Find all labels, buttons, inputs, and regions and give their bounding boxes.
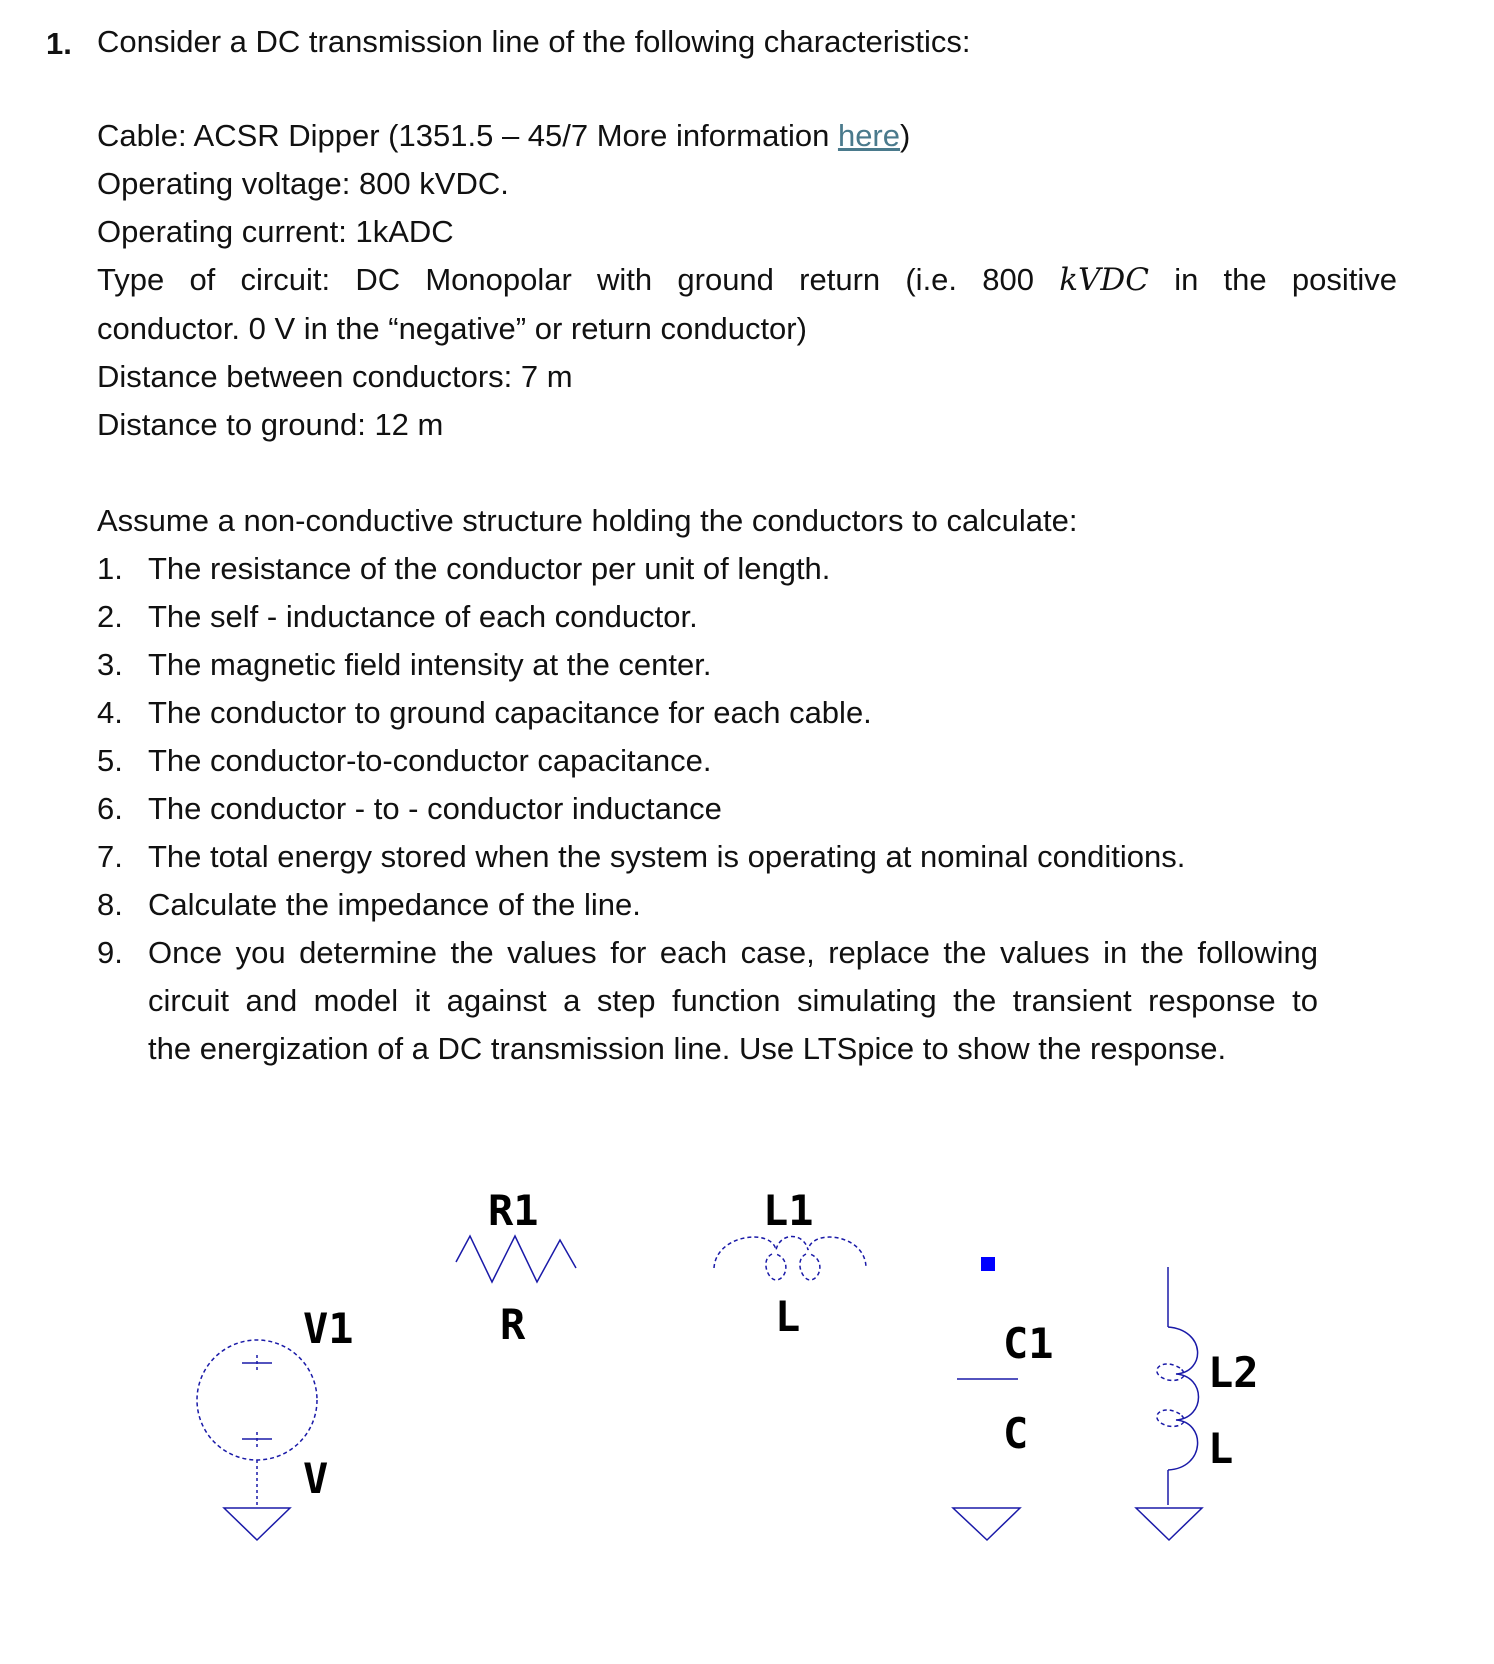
list-item-num: 9. — [97, 935, 123, 970]
circuit-type-line1 — [97, 264, 1397, 296]
list-item-num: 2. — [97, 599, 123, 634]
list-item: The conductor-to-conductor capacitance. — [148, 743, 712, 778]
cable-text: Cable: ACSR Dipper (1351.5 – 45/7 More information — [97, 118, 838, 153]
v1-value-label: V — [303, 1454, 329, 1503]
ground-symbol-2 — [953, 1508, 1020, 1540]
c1-name-label: C1 — [1003, 1319, 1054, 1368]
list-item: Calculate the impedance of the line. — [148, 887, 641, 922]
list-item: The conductor - to - conductor inductance — [148, 791, 722, 826]
operating-current: Operating current: 1kADC — [97, 214, 454, 249]
list-item: The self - inductance of each conductor. — [148, 599, 698, 634]
l2-name-label: L2 — [1208, 1348, 1259, 1397]
question-number: 1. — [46, 26, 72, 61]
list-item: The conductor to ground capacitance for each cable. — [148, 695, 872, 730]
ground-symbol-3 — [1136, 1508, 1202, 1540]
kvdc-math: kVDC — [1059, 262, 1149, 298]
list-item-line: circuit and model it against a step function simulating the transient response to — [148, 983, 1318, 1018]
assumption-text: Assume a non-conductive structure holding the conductors to calculate: — [97, 503, 1078, 538]
distance-between-conductors: Distance between conductors: 7 m — [97, 359, 573, 394]
circuit-type-text-b: in the positive — [1148, 262, 1397, 297]
list-item: The resistance of the conductor per unit of length. — [148, 551, 831, 586]
question-title: Consider a DC transmission line of the following characteristics: — [97, 24, 971, 59]
circuit-schematic — [0, 1150, 1494, 1664]
inductor-l2-coil — [1168, 1327, 1199, 1470]
l1-name-label: L1 — [763, 1186, 814, 1235]
circuit-type-line2: conductor. 0 V in the “negative” or return conductor) — [97, 311, 807, 346]
distance-to-ground: Distance to ground: 12 m — [97, 407, 444, 442]
inductor-loop-1 — [766, 1254, 786, 1280]
list-item-num: 8. — [97, 887, 123, 922]
list-item-num: 3. — [97, 647, 123, 682]
list-item: The total energy stored when the system is operating at nominal conditions. — [148, 839, 1186, 874]
list-item-num: 4. — [97, 695, 123, 730]
inductor-coil-top — [714, 1237, 866, 1269]
inductor-loop-2 — [800, 1254, 820, 1280]
r1-name-label: R1 — [488, 1186, 539, 1235]
list-item-num: 1. — [97, 551, 123, 586]
ground-symbol-1 — [224, 1508, 290, 1540]
list-item: The magnetic field intensity at the center. — [148, 647, 712, 682]
list-item-num: 5. — [97, 743, 123, 778]
inductor-l1 — [714, 1237, 866, 1281]
resistor-r1 — [456, 1236, 576, 1282]
more-info-link[interactable]: here — [837, 118, 900, 153]
l1-value-label: L — [775, 1292, 801, 1341]
inductor-l2-loop-2 — [1157, 1410, 1184, 1426]
node-marker — [981, 1257, 995, 1271]
list-item-line: the energization of a DC transmission line. Use LTSpice to show the response. — [148, 1031, 1227, 1066]
list-item-num: 7. — [97, 839, 123, 874]
inductor-l2-loop-1 — [1157, 1364, 1184, 1380]
cable-close-paren: ) — [900, 118, 911, 153]
list-item-line: Once you determine the values for each case, replace the values in the following — [148, 935, 1318, 970]
c1-value-label: C — [1003, 1409, 1029, 1458]
voltage-source-v1 — [197, 1340, 317, 1540]
v1-name-label: V1 — [303, 1304, 354, 1353]
cable-line — [97, 120, 910, 151]
capacitor-c1 — [953, 1257, 1020, 1540]
operating-voltage: Operating voltage: 800 kVDC. — [97, 166, 509, 201]
list-item-num: 6. — [97, 791, 123, 826]
inductor-l2 — [1136, 1267, 1202, 1540]
resistor-zigzag — [456, 1236, 576, 1282]
r1-value-label: R — [500, 1300, 526, 1349]
circuit-type-text-a: Type of circuit: DC Monopolar with ground return (i.e. 800 — [97, 262, 1060, 297]
l2-value-label: L — [1208, 1424, 1234, 1473]
